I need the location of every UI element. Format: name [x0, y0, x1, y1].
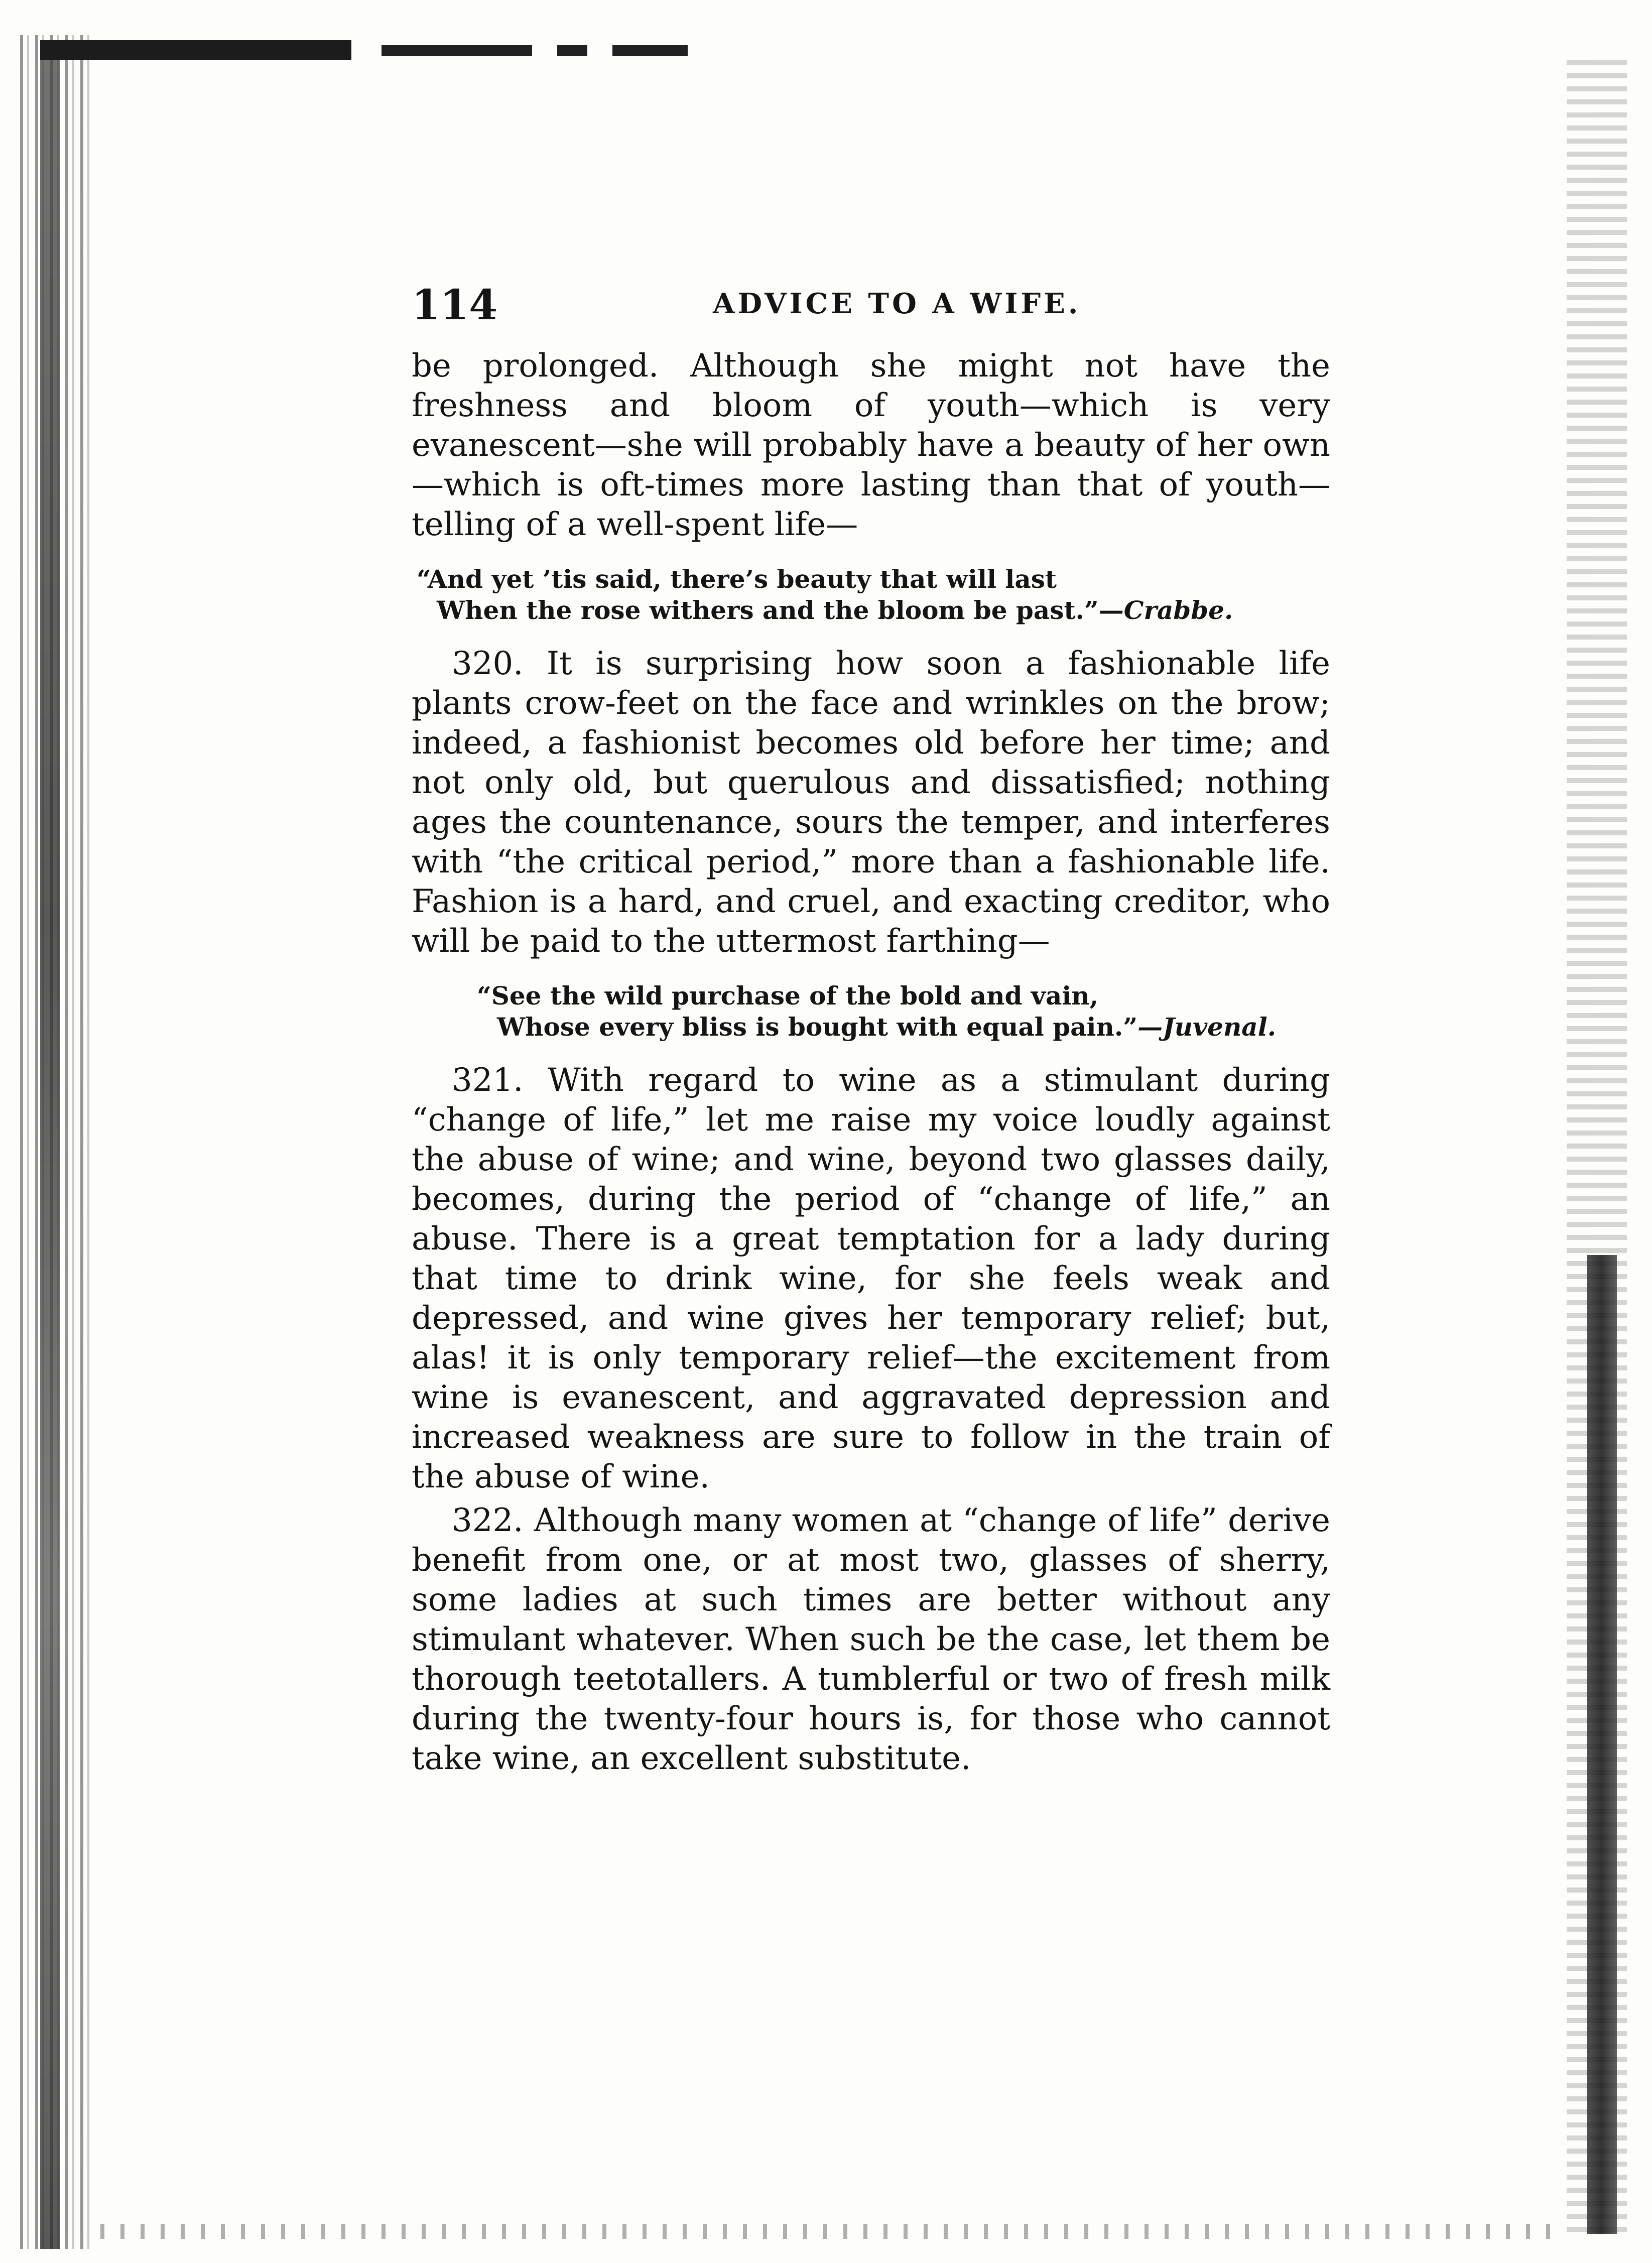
- verse-quote-juvenal: [477, 980, 1330, 1043]
- scan-edge-top-mark: [612, 45, 688, 56]
- verse-line: When the rose withers and the bloom be past.”: [437, 595, 1099, 625]
- scan-edge-bottom: [100, 2224, 1556, 2239]
- scan-edge-right-shadow: [1587, 1255, 1617, 2234]
- running-title: ADVICE TO A WIFE.: [713, 287, 1081, 320]
- page-text: [412, 281, 1330, 1779]
- paragraph-321: 321. With regard to wine as a stimulant during “change of life,” let me raise my voice loudly against the abuse of wine; and wine, beyond two glasses daily, becomes, during the period of “change of life,” an abuse. There is a great temptation for a lady during that time to drink wine, for she feels weak and depressed, and wine gives her temporary relief; but, alas! it is only temporary relief—the excitement from wine is evanescent, and aggravated depression and increased weakness are sure to follow in the train of the abuse of wine.: [412, 1062, 1330, 1495]
- verse-quote-crabbe: [417, 564, 1330, 626]
- verse-line: “See the wild purchase of the bold and vain,: [477, 981, 1099, 1011]
- verse-attribution: —Juvenal.: [1137, 1012, 1277, 1042]
- verse-line: “And yet ’tis said, there’s beauty that will last: [417, 564, 1057, 594]
- page-header: [412, 281, 1330, 329]
- verse-attribution: —Crabbe.: [1098, 595, 1233, 625]
- scan-edge-top-mark: [382, 45, 532, 56]
- scan-edge-top-mark: [557, 45, 587, 56]
- paragraph-322: 322. Although many women at “change of life” derive benefit from one, or at most two, glasses of sherry, some ladies at such times are better without any stimulant whatever. When such be the case, let them be thorough teetotallers. A tumblerful or two of fresh milk during the twenty-four hours is, for those who cannot take wine, an excellent substitute.: [412, 1502, 1330, 1777]
- page-number: 114: [412, 281, 498, 329]
- scan-edge-top: [40, 40, 351, 60]
- scan-binding-shadow: [40, 40, 60, 2249]
- paragraph-continued: be prolonged. Although she might not have the freshness and bloom of youth—which is very evanescent—she will probably have a beauty of her own—which is oft-times more lasting than that of youth—telling of a well-spent life—: [412, 347, 1330, 543]
- paragraph-320: 320. It is surprising how soon a fashionable life plants crow-feet on the face and wrinkles on the brow; indeed, a fashionist becomes old before her time; and not only old, but querulous and dissatisfied; nothing ages the countenance, sours the temper, and interferes with “the critical period,” more than a fashionable life. Fashion is a hard, and cruel, and exacting creditor, who will be paid to the uttermost farthing—: [412, 645, 1330, 960]
- verse-line: Whose every bliss is bought with equal pain.”: [497, 1012, 1138, 1042]
